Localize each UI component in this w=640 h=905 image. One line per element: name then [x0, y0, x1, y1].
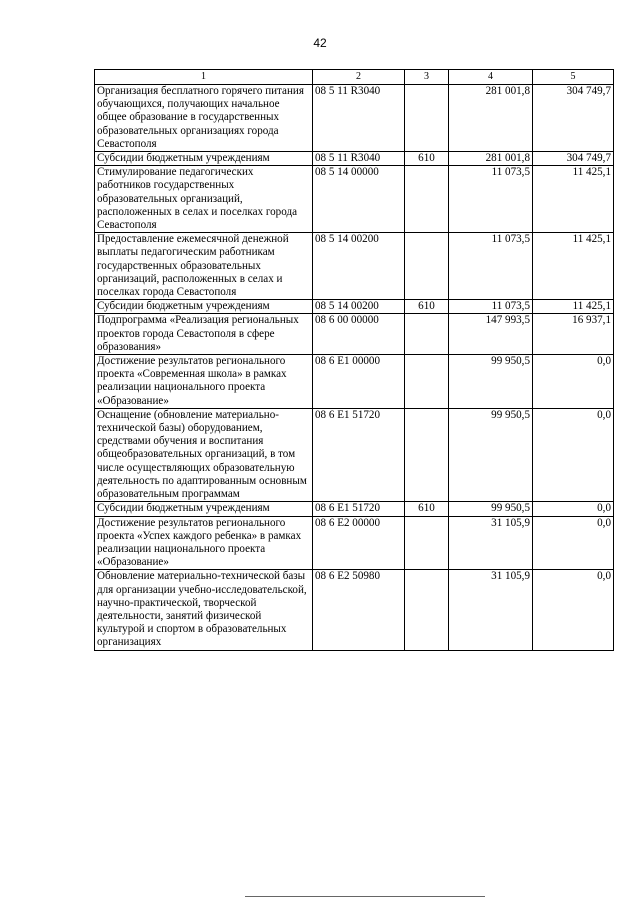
row-amount-1: 11 073,5	[449, 300, 533, 314]
row-code: 08 5 14 00000	[313, 166, 405, 233]
row-name: Субсидии бюджетным учреждениям	[95, 502, 313, 516]
row-amount-1: 99 950,5	[449, 408, 533, 501]
row-expense-type	[405, 166, 449, 233]
row-code: 08 6 E2 50980	[313, 570, 405, 650]
page-number: 42	[313, 36, 327, 50]
row-expense-type: 610	[405, 502, 449, 516]
row-expense-type: 610	[405, 300, 449, 314]
row-amount-1: 31 105,9	[449, 570, 533, 650]
header-col-5: 5	[533, 70, 614, 85]
row-amount-1: 99 950,5	[449, 355, 533, 409]
row-amount-2: 16 937,1	[533, 314, 614, 355]
row-amount-2: 0,0	[533, 408, 614, 501]
header-col-1: 1	[95, 70, 313, 85]
table-row	[95, 85, 614, 152]
row-amount-1: 31 105,9	[449, 516, 533, 570]
row-expense-type	[405, 314, 449, 355]
row-amount-2: 0,0	[533, 570, 614, 650]
table-header-row	[95, 70, 614, 85]
row-amount-1: 147 993,5	[449, 314, 533, 355]
table-row	[95, 300, 614, 314]
row-code: 08 6 E1 00000	[313, 355, 405, 409]
row-code: 08 6 E2 00000	[313, 516, 405, 570]
row-amount-2: 304 749,7	[533, 85, 614, 152]
row-code: 08 5 14 00200	[313, 233, 405, 300]
page-bottom-divider	[245, 896, 485, 897]
row-amount-2: 0,0	[533, 516, 614, 570]
row-amount-2: 11 425,1	[533, 300, 614, 314]
table-row	[95, 314, 614, 355]
row-name: Организация бесплатного горячего питания обучающихся, получающих начальное общее образование в государственных образовательных организациях города Севастополя	[95, 85, 313, 152]
row-amount-2: 304 749,7	[533, 152, 614, 166]
row-name: Оснащение (обновление материально-технической базы) оборудованием, средствами обучения и воспитания общеобразовательных организаций, в том числе осуществляющих образовательную деятельность по адаптированным основным образовательным программам	[95, 408, 313, 501]
row-expense-type	[405, 570, 449, 650]
row-amount-1: 11 073,5	[449, 233, 533, 300]
row-code: 08 5 11 R3040	[313, 85, 405, 152]
row-name: Стимулирование педагогических работников государственных образовательных организаций, расположенных в селах и поселках города Севастополя	[95, 166, 313, 233]
row-amount-1: 11 073,5	[449, 166, 533, 233]
row-code: 08 6 00 00000	[313, 314, 405, 355]
row-amount-2: 0,0	[533, 355, 614, 409]
row-amount-2: 0,0	[533, 502, 614, 516]
table-row	[95, 152, 614, 166]
row-amount-2: 11 425,1	[533, 166, 614, 233]
row-expense-type	[405, 516, 449, 570]
row-code: 08 6 E1 51720	[313, 408, 405, 501]
table-row	[95, 502, 614, 516]
row-amount-2: 11 425,1	[533, 233, 614, 300]
row-expense-type	[405, 233, 449, 300]
row-amount-1: 281 001,8	[449, 152, 533, 166]
table-row	[95, 408, 614, 501]
row-code: 08 5 14 00200	[313, 300, 405, 314]
row-name: Субсидии бюджетным учреждениям	[95, 152, 313, 166]
table-row	[95, 570, 614, 650]
row-name: Обновление материально-технической базы для организации учебно-исследовательской, научно-практической, творческой деятельности, занятий физической культурой и спортом в образовательных организациях	[95, 570, 313, 650]
row-expense-type: 610	[405, 152, 449, 166]
row-expense-type	[405, 85, 449, 152]
table-row	[95, 516, 614, 570]
row-name: Предоставление ежемесячной денежной выплаты педагогическим работникам государственных образовательных организаций, расположенных в селах и поселках города Севастополя	[95, 233, 313, 300]
row-code: 08 5 11 R3040	[313, 152, 405, 166]
row-name: Субсидии бюджетным учреждениям	[95, 300, 313, 314]
row-amount-1: 99 950,5	[449, 502, 533, 516]
table-row	[95, 166, 614, 233]
header-col-3: 3	[405, 70, 449, 85]
header-col-4: 4	[449, 70, 533, 85]
row-name: Достижение результатов регионального проекта «Успех каждого ребенка» в рамках реализации национального проекта «Образование»	[95, 516, 313, 570]
row-name: Подпрограмма «Реализация региональных проектов города Севастополя в сфере образования»	[95, 314, 313, 355]
header-col-2: 2	[313, 70, 405, 85]
row-amount-1: 281 001,8	[449, 85, 533, 152]
row-expense-type	[405, 408, 449, 501]
table-row	[95, 233, 614, 300]
row-expense-type	[405, 355, 449, 409]
row-name: Достижение результатов регионального проекта «Современная школа» в рамках реализации национального проекта «Образование»	[95, 355, 313, 409]
table-row	[95, 355, 614, 409]
budget-table	[94, 69, 614, 651]
row-code: 08 6 E1 51720	[313, 502, 405, 516]
